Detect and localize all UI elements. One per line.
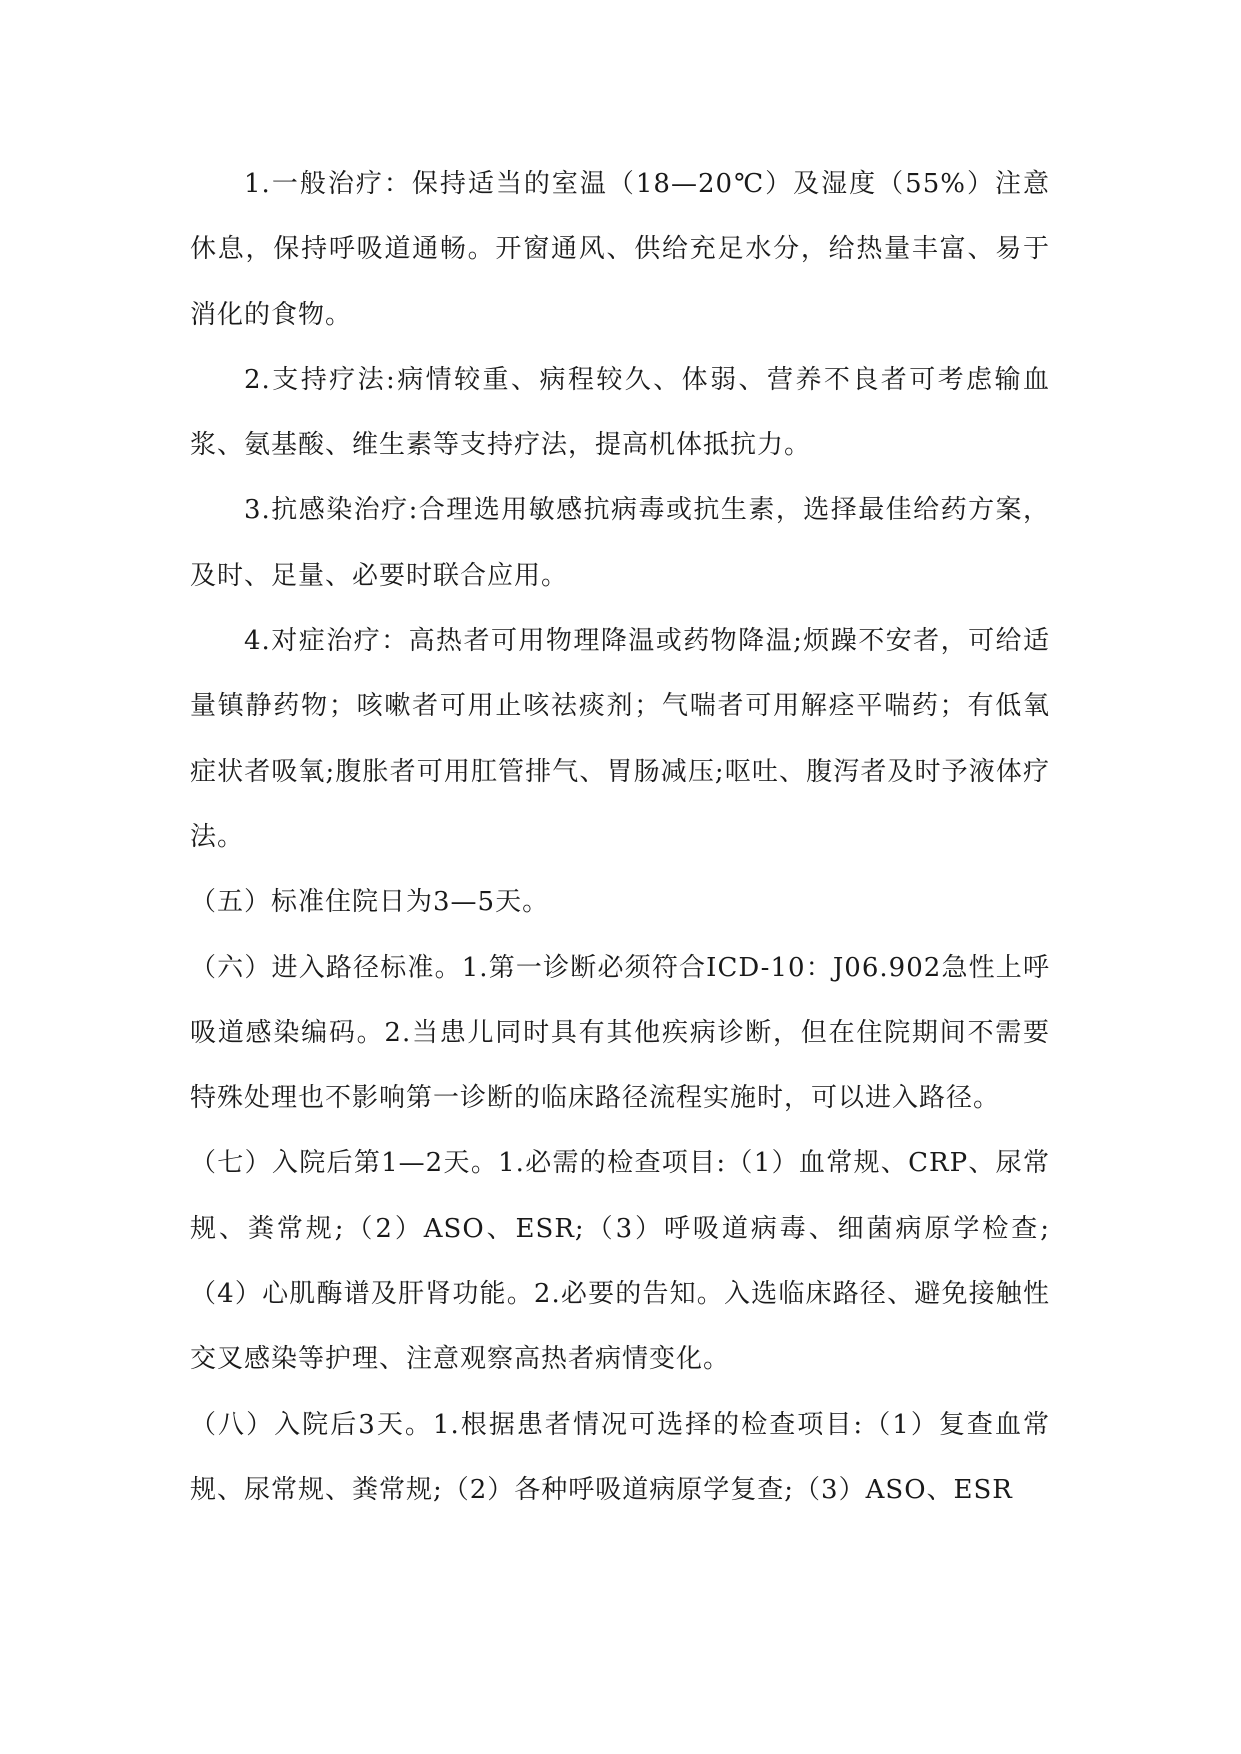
paragraph-symptomatic-treatment: 4.对症治疗：高热者可用物理降温或药物降温;烦躁不安者，可给适量镇静药物；咳嗽者可用止咳祛痰剂；气喘者可用解痉平喘药；有低氧症状者吸氧;腹胀者可用肛管排气、胃肠减压;呕吐、腹泻者及时予液体疗法。	[190, 626, 1050, 852]
paragraph-day-3: （八）入院后3天。1.根据患者情况可选择的检查项目:（1）复查血常规、尿常规、粪常规;（2）各种呼吸道病原学复查;（3）ASO、ESR	[190, 1409, 1050, 1505]
document-body	[190, 152, 1050, 1523]
paragraph-day-1-2: （七）入院后第1—2天。1.必需的检查项目:（1）血常规、CRP、尿常规、粪常规;（2）ASO、ESR;（3）呼吸道病毒、细菌病原学检查;（4）心肌酶谱及肝肾功能。2.必要的告知。入选临床路径、避免接触性交叉感染等护理、注意观察高热者病情变化。	[190, 1148, 1050, 1375]
paragraph-general-treatment: 1.一般治疗：保持适当的室温（18—20℃）及湿度（55%）注意休息，保持呼吸道通畅。开窗通风、供给充足水分，给热量丰富、易于消化的食物。	[190, 169, 1050, 330]
paragraph-pathway-criteria: （六）进入路径标准。1.第一诊断必须符合ICD-10：J06.902急性上呼吸道感染编码。2.当患儿同时具有其他疾病诊断，但在住院期间不需要特殊处理也不影响第一诊断的临床路径流程实施时，可以进入路径。	[190, 952, 1050, 1114]
paragraph-supportive-therapy: 2.支持疗法:病情较重、病程较久、体弱、营养不良者可考虑输血浆、氨基酸、维生素等支持疗法，提高机体抵抗力。	[190, 364, 1050, 461]
paragraph-anti-infection: 3.抗感染治疗:合理选用敏感抗病毒或抗生素，选择最佳给药方案，及时、足量、必要时联合应用。	[190, 495, 1050, 591]
paragraph-hospital-stay: （五）标准住院日为3—5天。	[190, 887, 550, 918]
